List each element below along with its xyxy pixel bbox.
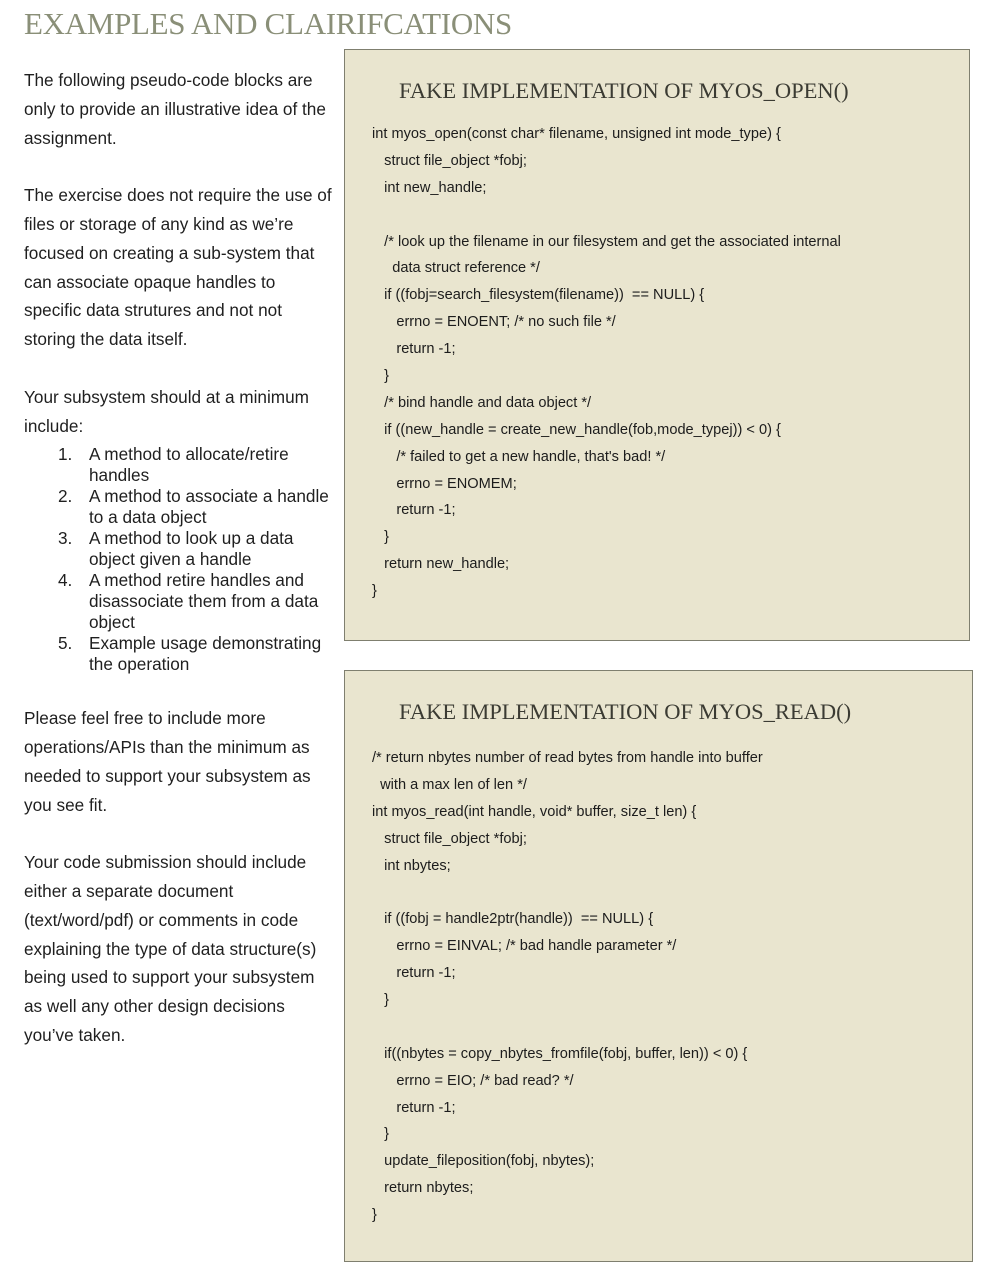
- list-item-number: 3.: [58, 528, 73, 549]
- submission-paragraph: Your code submission should include either a separate document (text/word/pdf) or comments in code explaining the type of data structure(s) being used to support your subsystem as well any other design decisions you’ve taken.: [24, 852, 317, 1045]
- feel-free-paragraph: Please feel free to include more operations/APIs than the minimum as needed to support your subsystem as you see fit.: [24, 708, 311, 815]
- code-line: [372, 202, 841, 229]
- list-item-text: A method to look up a data object given a handle: [89, 528, 294, 570]
- code-line: /* failed to get a new handle, that's bad! */: [372, 448, 666, 465]
- myos-read-code: [372, 745, 763, 1229]
- code-line: int myos_open(const char* filename, unsigned int mode_type) {: [372, 126, 781, 142]
- code-line: }: [372, 992, 390, 1009]
- code-line: update_fileposition(fobj, nbytes);: [372, 1153, 595, 1170]
- list-item-text: A method to allocate/retire handles: [89, 444, 289, 486]
- code-line: }: [372, 583, 377, 600]
- list-item-number: 2.: [58, 486, 73, 507]
- code-line: errno = ENOMEM;: [372, 475, 517, 492]
- code-line: }: [372, 529, 390, 546]
- code-line: }: [372, 1126, 390, 1143]
- code-line: data struct reference */: [372, 260, 540, 277]
- code-line: [372, 1014, 763, 1041]
- code-line: }: [372, 368, 390, 385]
- code-line: struct file_object *fobj;: [372, 830, 527, 847]
- code-line: with a max len of len */: [372, 776, 527, 793]
- myos-read-title: FAKE IMPLEMENTATION OF MYOS_READ(): [399, 699, 852, 724]
- code-line: errno = EINVAL; /* bad handle parameter */: [372, 938, 677, 955]
- page-title: EXAMPLES AND CLAIRIFCATIONS: [24, 6, 512, 41]
- code-line: return -1;: [372, 1099, 456, 1116]
- requirements-list: [24, 444, 332, 675]
- list-item: [24, 570, 332, 633]
- list-item: [24, 633, 332, 675]
- code-line: if ((fobj = handle2ptr(handle)) == NULL) {: [372, 911, 654, 928]
- intro-paragraph: The following pseudo-code blocks are only to provide an illustrative idea of the assignment.: [24, 70, 326, 148]
- code-line: /* bind handle and data object */: [372, 394, 592, 411]
- code-line: return new_handle;: [372, 556, 510, 573]
- code-line: errno = ENOENT; /* no such file */: [372, 314, 616, 331]
- code-line: int nbytes;: [372, 857, 451, 874]
- list-item-number: 5.: [58, 633, 73, 654]
- code-line: return -1;: [372, 965, 456, 982]
- myos-open-title: FAKE IMPLEMENTATION OF MYOS_OPEN(): [399, 78, 849, 103]
- instructions-column: [24, 66, 332, 1050]
- code-line: if ((fobj=search_filesystem(filename)) == NULL) {: [372, 287, 705, 304]
- myos-read-code-box: [344, 670, 973, 1262]
- list-item-number: 4.: [58, 570, 73, 591]
- no-files-paragraph: The exercise does not require the use of files or storage of any kind as we’re focused on creating a sub-system that can associate opaque handles to specific data strutures and not not storing the data itself.: [24, 185, 332, 350]
- code-line: int new_handle;: [372, 179, 487, 196]
- list-item-text: A method retire handles and disassociate them from a data object: [89, 570, 319, 633]
- code-line: /* look up the filename in our filesystem and get the associated internal: [372, 233, 841, 250]
- code-line: [372, 879, 763, 906]
- code-line: return nbytes;: [372, 1180, 474, 1197]
- code-line: return -1;: [372, 341, 456, 358]
- list-item: [24, 444, 332, 486]
- code-line: if((nbytes = copy_nbytes_fromfile(fobj, buffer, len)) < 0) {: [372, 1045, 748, 1062]
- code-line: errno = EIO; /* bad read? */: [372, 1072, 574, 1089]
- code-line: }: [372, 1207, 377, 1224]
- code-line: if ((new_handle = create_new_handle(fob,mode_typej)) < 0) {: [372, 421, 781, 438]
- myos-open-code-box: [344, 49, 970, 641]
- list-item: [24, 486, 332, 528]
- code-line: int myos_read(int handle, void* buffer, size_t len) {: [372, 803, 697, 820]
- code-line: return -1;: [372, 502, 456, 519]
- myos-open-code: [372, 121, 841, 605]
- minimum-intro-paragraph: Your subsystem should at a minimum include:: [24, 386, 309, 436]
- list-item-text: Example usage demonstrating the operation: [89, 633, 322, 675]
- code-line: /* return nbytes number of read bytes from handle into buffer: [372, 750, 763, 766]
- code-line: struct file_object *fobj;: [372, 152, 527, 169]
- list-item: [24, 528, 332, 570]
- list-item-number: 1.: [58, 444, 73, 465]
- list-item-text: A method to associate a handle to a data object: [89, 486, 329, 528]
